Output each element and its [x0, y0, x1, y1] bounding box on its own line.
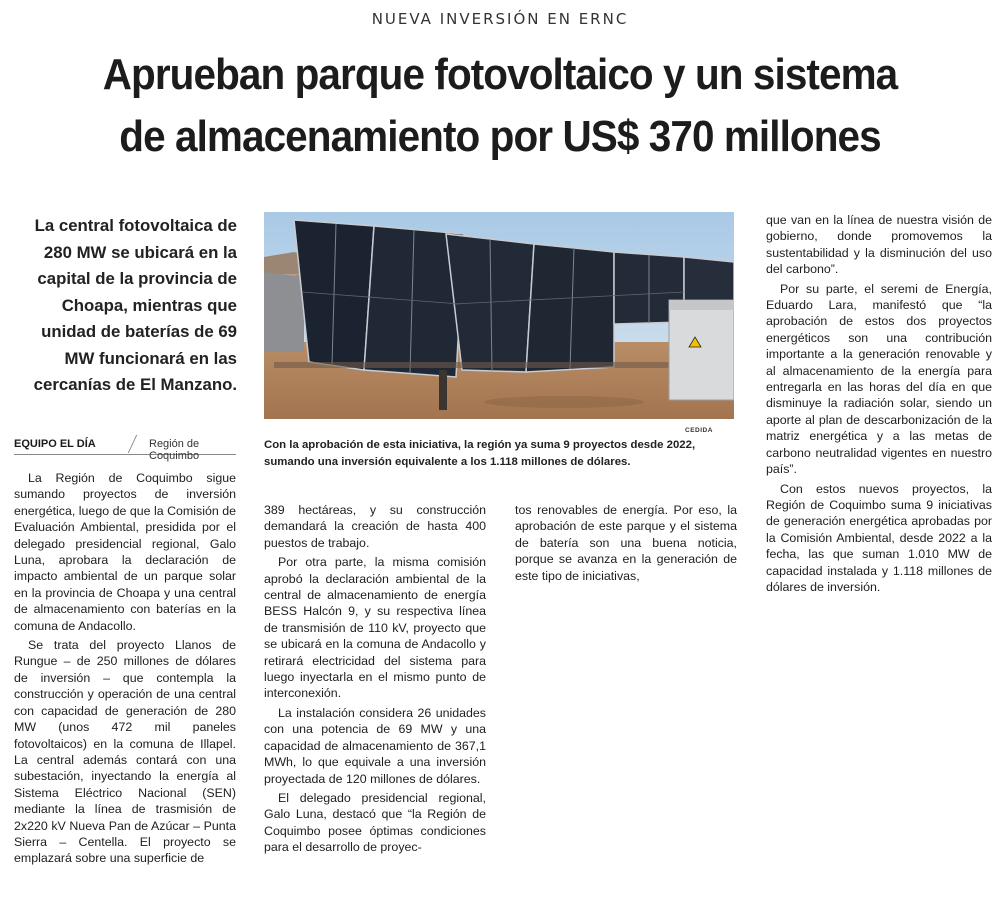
body-column-2	[264, 502, 486, 859]
section-kicker: NUEVA INVERSIÓN EN ERNC	[371, 10, 629, 28]
headline-line-2: de almacenamiento por US$ 370 millones	[119, 112, 881, 161]
byline	[14, 435, 236, 462]
photo-caption: Con la aprobación de esta iniciativa, la región ya suma 9 proyectos desde 2022, sumando una inversión equivalente a los 1.118 millones de dólares.	[264, 439, 696, 468]
body-column-4	[766, 212, 992, 598]
photo-credit: CEDIDA	[685, 427, 713, 434]
body-paragraph: El delegado presidencial regional, Galo Luna, destacó que “la Región de Coquimbo posee óptimas condiciones para el desarrollo de proyec-	[264, 790, 486, 855]
body-paragraph: Por su parte, el seremi de Energía, Eduardo Lara, manifestó que “la aprobación de estos dos proyectos energéticos son una contribución importante a la generación renovable y al almacenamiento de la energía para entregarla en las horas del día en que disminuye la radiación solar, siendo un aporte al plan de descarbonización de la matriz energética y a las metas de carbono neutralidad vigentes en nuestro país”.	[766, 281, 992, 477]
body-column-3	[515, 502, 737, 587]
body-paragraph: La Región de Coquimbo sigue sumando proyectos de inversión energética, luego de que la Comisión de Evaluación Ambiental, presidida por el delegado presidencial regional, Galo Luna, aprobara la declaración de impacto ambiental de un parque solar en la provincia de Choapa y una central de almacenamiento con baterías en la comuna de Andacollo.	[14, 471, 236, 633]
byline-separator	[128, 435, 137, 453]
body-paragraph: Con estos nuevos proyectos, la Región de Coquimbo suma 9 iniciativas de generación energética aprobadas por la Comisión Ambiental, desde 2022 a la fecha, las que suman 1.010 MW de capacidad instalada y 1.118 millones de dólares de inversión.	[766, 481, 992, 594]
body-column-1	[14, 470, 236, 870]
body-paragraph: Se trata del proyecto Llanos de Rungue – de 250 millones de dólares de inversión – que contempla la construcción y operación de una central con capacidad de generación de 280 MW (unos 472 mil paneles fotovoltaicos) en la comuna de Illapel. La central además contará con una subestación, inyectando la energía al Sistema Eléctrico Nacional (SEN) mediante la línea de trasmisión de 2x220 kV Nueva Pan de Azúcar – Punta Sierra – Centella. El proyecto se emplazará sobre una superficie de	[14, 638, 236, 866]
headline-line-1: Aprueban parque fotovoltaico y un sistema	[102, 50, 898, 99]
body-paragraph: Por otra parte, la misma comisión aprobó la declaración ambiental de la central de almacenamiento de energía BESS Halcón 9, y su respectiva línea de transmisión de 110 kV, proyecto que se ubicará en la comuna de Andacollo y retirará electricidad del sistema para luego inyectarla en el mismo punto de interconexión.	[264, 555, 486, 701]
solar-panels-photo	[264, 212, 734, 419]
body-paragraph: tos renovables de energía. Por eso, la aprobación de este parque y el sistema de batería son una buena noticia, porque se avanza en la generación de este tipo de iniciativas,	[515, 503, 737, 583]
byline-region: Región de Coquimbo	[149, 438, 200, 462]
body-paragraph: que van en la línea de nuestra visión de gobierno, donde promovemos la sustentabilidad y la disminución del uso del carbono”.	[766, 213, 992, 277]
body-paragraph: 389 hectáreas, y su construcción demandará la creación de hasta 400 puestos de trabajo.	[264, 503, 486, 550]
body-paragraph: La instalación considera 26 unidades con una potencia de 69 MW y una capacidad de almacenamiento de 367,1 MWh, lo que equivale a una inversión proyectada de 120 millones de dólares.	[264, 705, 486, 786]
byline-author: EQUIPO EL DÍA	[14, 438, 96, 450]
article-lead: La central fotovoltaica de 280 MW se ubicará en la capital de la provincia de Choapa, mientras que unidad de baterías de 69 MW funcionará en las cercanías de El Manzano.	[33, 216, 237, 394]
article-headline	[40, 44, 960, 168]
